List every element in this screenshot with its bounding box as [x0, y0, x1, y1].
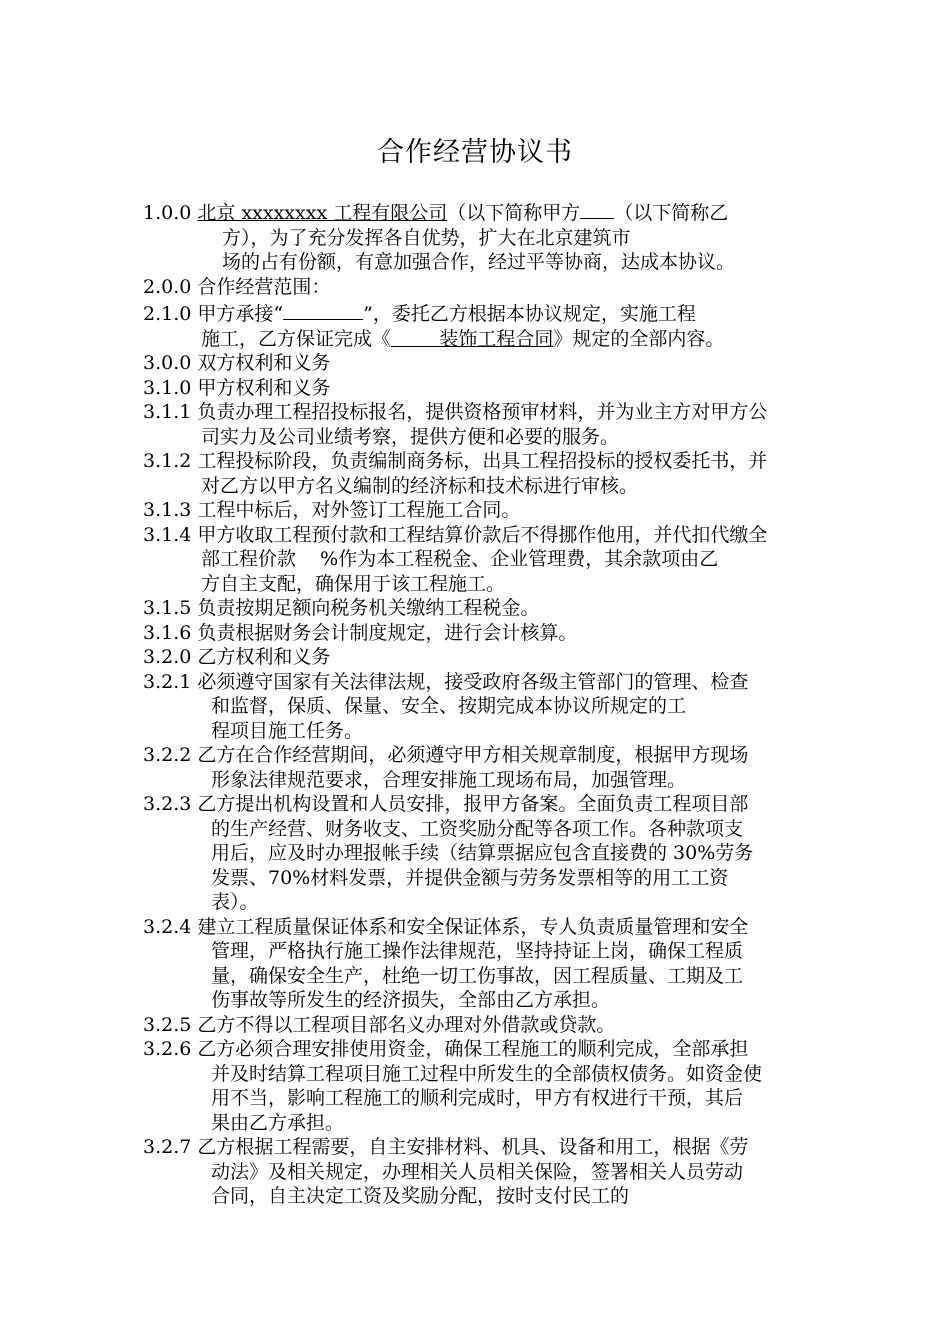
clause-number: 3.2.0 [143, 646, 192, 668]
clause-number: 2.1.0 [143, 303, 192, 325]
clause-text: 甲方收取工程预付款和工程结算价款后不得挪作他用，并代扣代缴全 [197, 523, 768, 546]
clause-text: ”，委托乙方根据本协议规定，实施工程 [363, 303, 696, 325]
clause-number: 3.2.7 [143, 1136, 192, 1158]
clause-text: 并及时结算工程项目施工过程中所发生的全部债权债务。如资金使 [211, 1062, 763, 1085]
clause-text: 建立工程质量保证体系和安全保证体系，专人负责质量管理和安全 [197, 915, 749, 938]
clause-3-1-0 [143, 376, 808, 401]
clause-text: 方），为了充分发挥各自优势，扩大在北京建筑市 [222, 226, 631, 249]
clause-3-2-5 [143, 1013, 808, 1038]
clause-text: 合作经营范围： [197, 275, 331, 298]
blank-field [283, 299, 363, 320]
clause-text: 乙方在合作经营期间，必须遵守甲方相关规章制度，根据甲方现场 [197, 744, 749, 766]
clause-text: 和监督，保质、保量、安全、按期完成本协议所规定的工 [211, 695, 687, 717]
clause-text: 乙方根据工程需要，自主安排材料、机具、设备和用工，根据《劳 [197, 1136, 749, 1158]
clause-text: 必须遵守国家有关法律法规，接受政府各级主管部门的管理、检查 [197, 670, 749, 693]
clause-text: 果由乙方承担。 [211, 1111, 345, 1134]
clause-3-1-5 [143, 596, 808, 621]
clause-text: 表）。 [211, 891, 259, 913]
clause-3-0-0 [143, 351, 808, 376]
clause-text: 乙方提出机构设置和人员安排，报甲方备案。全面负责工程项目部 [197, 793, 749, 815]
clause-text: 司实力及公司业绩考察，提供方便和必要的服务。 [201, 425, 620, 448]
clause-text: 部工程价款 %作为本工程税金、企业管理费，其余款项由乙 [201, 548, 719, 570]
clause-number: 3.1.6 [143, 621, 192, 644]
clause-number: 3.1.4 [143, 523, 192, 546]
clause-text: 发票、70%材料发票，并提供金额与劳务发票相等的用工工资 [211, 866, 729, 889]
clause-1-0-0 [143, 198, 808, 275]
clause-text: 工程投标阶段，负责编制商务标，出具工程招投标的授权委托书，并 [197, 450, 768, 472]
clause-text: 施工，乙方保证完成《 [201, 327, 392, 350]
clause-text: 伤事故等所发生的经济损失，全部由乙方承担。 [211, 989, 611, 1011]
clause-text: 场的占有份额，有意加强合作，经过平等协商，达成本协议。 [222, 251, 736, 273]
clause-2-0-0 [143, 275, 808, 300]
clause-number: 3.2.3 [143, 793, 192, 815]
clause-text: 负责办理工程招投标报名，提供资格预审材料，并为业主方对甲方公 [197, 401, 768, 423]
clause-text: 工程中标后，对外签订工程施工合同。 [197, 499, 521, 521]
clause-3-1-4 [143, 523, 808, 597]
clause-number: 3.2.6 [143, 1038, 192, 1060]
clause-text: 程项目施工任务。 [211, 719, 364, 742]
clause-text: 双方权利和义务 [197, 352, 331, 374]
clause-text: 形象法律规范要求，合理安排施工现场布局，加强管理。 [211, 768, 687, 791]
contract-name: 装饰工程合同 [391, 327, 554, 350]
clause-text: 的生产经营、财务收支、工资奖励分配等各项工作。各种款项支 [211, 817, 744, 840]
clause-list [143, 351, 808, 1209]
clause-number: 3.0.0 [143, 352, 192, 374]
clause-3-2-3 [143, 792, 808, 915]
clause-text: 量，确保安全生产，杜绝一切工伤事故，因工程质量、工期及工 [211, 964, 744, 987]
clause-3-2-2 [143, 743, 808, 792]
document-title: 合作经营协议书 [377, 137, 573, 168]
clause-number: 3.2.5 [143, 1013, 192, 1036]
clause-text: 甲方权利和义务 [197, 376, 331, 399]
clause-text: 乙方不得以工程项目部名义办理对外借款或贷款。 [197, 1013, 616, 1036]
clause-number: 3.2.2 [143, 744, 192, 766]
clause-text: 用后，应及时办理报帐手续（结算票据应包含直接费的 30%劳务 [211, 842, 754, 864]
clause-3-2-6 [143, 1037, 808, 1135]
clause-text: 动法》及相关规定，办理相关人员相关保险，签署相关人员劳动 [211, 1160, 744, 1183]
clause-3-1-6 [143, 621, 808, 646]
clause-text: 乙方必须合理安排使用资金，确保工程施工的顺利完成，全部承担 [197, 1038, 749, 1060]
clause-number: 3.1.2 [143, 450, 192, 472]
clause-text: 甲方承接“ [197, 303, 284, 325]
clause-text: 负责按期足额向税务机关缴纳工程税金。 [197, 597, 540, 619]
clause-3-2-4 [143, 915, 808, 1013]
clause-2-1-0 [143, 299, 808, 351]
clause-number: 3.2.1 [143, 670, 192, 693]
clause-number: 2.0.0 [143, 275, 192, 298]
clause-text: 对乙方以甲方名义编制的经济标和技术标进行审核。 [201, 474, 639, 497]
clause-number: 3.2.4 [143, 915, 192, 938]
clause-text: 》规定的全部内容。 [553, 327, 725, 350]
clause-text: 负责根据财务会计制度规定，进行会计核算。 [197, 621, 578, 644]
document-body [143, 198, 808, 1209]
clause-text: 合同，自主决定工资及奖励分配，按时支付民工的 [211, 1185, 630, 1207]
clause-3-2-0 [143, 645, 808, 670]
clause-text: （以下简称乙 [614, 202, 729, 224]
clause-text: 管理，严格执行施工操作法律规范，坚持持证上岗，确保工程质 [211, 940, 744, 962]
clause-number: 1.0.0 [143, 202, 192, 224]
blank-field [580, 198, 614, 219]
clause-text: 乙方权利和义务 [197, 646, 331, 668]
party-a-name: 北京 xxxxxxxx 工程有限公司 [197, 202, 448, 224]
clause-text: 方自主支配，确保用于该工程施工。 [201, 572, 506, 595]
clause-3-2-7 [143, 1135, 808, 1209]
clause-number: 3.1.1 [143, 401, 192, 423]
clause-3-2-1 [143, 670, 808, 744]
clause-3-1-3 [143, 498, 808, 523]
clause-text: （以下简称甲方 [447, 202, 581, 224]
clause-3-1-1 [143, 400, 808, 449]
clause-number: 3.1.3 [143, 499, 192, 521]
clause-3-1-2 [143, 449, 808, 498]
clause-number: 3.1.5 [143, 597, 192, 619]
clause-text: 用不当，影响工程施工的顺利完成时，甲方有权进行干预，其后 [211, 1087, 744, 1109]
clause-number: 3.1.0 [143, 376, 192, 399]
